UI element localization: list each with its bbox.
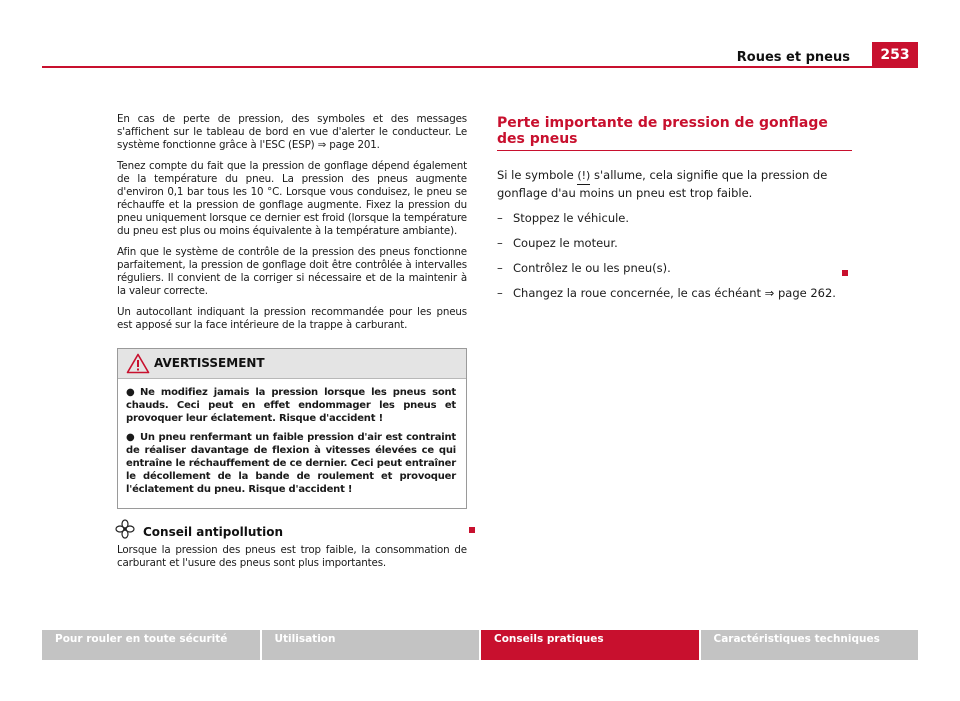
warning-body xyxy=(118,379,466,508)
warning-item xyxy=(126,386,456,425)
intro-text-start: Si le symbole xyxy=(497,168,578,182)
warning-box xyxy=(117,348,467,509)
dash: – xyxy=(497,286,503,300)
end-of-section-marker xyxy=(842,270,848,276)
intro-text-end: s'allume, cela signifie que la pression de gonflage d'au moins un pneu est trop faible. xyxy=(497,168,828,200)
step-text: Contrôlez le ou les pneu(s). xyxy=(513,261,671,275)
section-title: Perte importante de pression de gonflage des pneus xyxy=(497,115,852,151)
end-of-section-marker xyxy=(469,527,475,533)
step-text: Stoppez le véhicule. xyxy=(513,211,630,225)
warning-item xyxy=(126,431,456,496)
header-rule xyxy=(42,66,918,68)
chapter-tab-practical-tips[interactable]: Conseils pratiques xyxy=(481,630,699,660)
warning-item-text: Un pneu renfermant un faible pression d'air est contraint de réaliser davantage de flexion à vitesses élevées ce qui entraîne le réchauffement de ce dernier. Ceci peut entraîner le décollement de la bande de roulement et provoquer l'éclatement du pneu. Risque d'accident ! xyxy=(126,432,456,495)
paragraph: Afin que le système de contrôle de la pression des pneus fonctionne parfaitement, la pression de gonflage doit être contrôlée à intervalles réguliers. Il convient de la corriger si nécessaire et de la maintenir à la valeur correcte. xyxy=(117,246,467,297)
warning-item-text: Ne modifiez jamais la pression lorsque les pneus sont chauds. Ceci peut en effet endommager les pneus et provoquer leur éclatement. Risque d'accident ! xyxy=(126,387,456,424)
dash: – xyxy=(497,211,503,225)
chapter-tab-safety[interactable]: Pour rouler en toute sécurité xyxy=(42,630,260,660)
tire-pressure-warning-icon: (!) xyxy=(577,168,590,185)
paragraph: Tenez compte du fait que la pression de gonflage dépend également de la température du pneu. La pression des pneus augmente d'environ 0,1 bar tous les 10 °C. Lorsque vous conduisez, le pneu se réchauffe et la pression de gonflage augmente. Fixez la pression du pneu uniquement lorsque ce dernier est froid (lorsque la température du pneu est plus ou moins équivalente à la température ambiante). xyxy=(117,160,467,237)
paragraph: En cas de perte de pression, des symboles et des messages s'affichent sur le tableau de bord en vue d'alerter le conducteur. Le système fonctionne grâce à l'ESC (ESP) ⇒ page 201. xyxy=(117,113,467,151)
step-item xyxy=(497,235,852,251)
warning-header xyxy=(118,349,466,379)
eco-note xyxy=(117,525,467,570)
dash: – xyxy=(497,261,503,275)
intro-text xyxy=(497,167,852,201)
step-item xyxy=(497,260,852,276)
eco-flower-icon xyxy=(115,519,135,539)
left-column xyxy=(117,113,467,570)
step-item xyxy=(497,285,852,301)
warning-triangle-icon xyxy=(126,353,150,374)
page-number: 253 xyxy=(872,42,918,66)
running-title: Roues et pneus xyxy=(736,50,850,65)
warning-title: AVERTISSEMENT xyxy=(154,356,265,370)
step-text: Changez la roue concernée, le cas échéant ⇒ page 262. xyxy=(513,286,836,300)
eco-title: Conseil antipollution xyxy=(143,525,284,539)
step-item xyxy=(497,210,852,226)
dash: – xyxy=(497,236,503,250)
step-text: Coupez le moteur. xyxy=(513,236,618,250)
right-column xyxy=(497,115,852,301)
chapter-tab-technical-data[interactable]: Caractéristiques techniques xyxy=(701,630,919,660)
chapter-tab-operation[interactable]: Utilisation xyxy=(262,630,480,660)
chapter-tabs xyxy=(42,630,918,660)
paragraph: Un autocollant indiquant la pression recommandée pour les pneus est apposé sur la face intérieure de la trappe à carburant. xyxy=(117,306,467,331)
bullet: ● xyxy=(126,387,135,398)
eco-text: Lorsque la pression des pneus est trop faible, la consommation de carburant et l'usure des pneus sont plus importantes. xyxy=(117,544,467,569)
bullet: ● xyxy=(126,432,135,443)
